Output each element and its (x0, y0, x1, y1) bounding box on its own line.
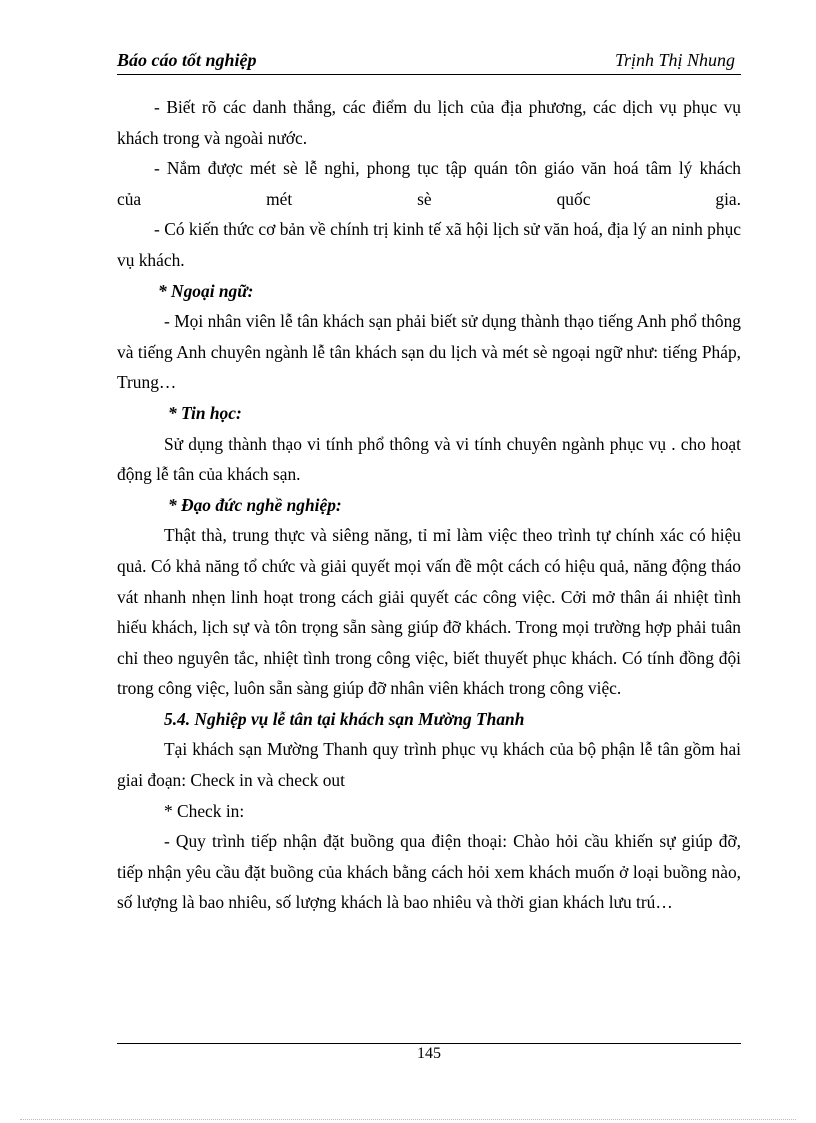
heading-computing: * Tin học: (168, 402, 242, 423)
paragraph-customs-line-1: - Nắm được mét sè lễ nghi, phong tục tập quán tôn giáo văn hoá tâm lý khách (154, 158, 741, 179)
page-header (117, 48, 741, 75)
section-heading-reception: 5.4. Nghiệp vụ lễ tân tại khách sạn Mường Thanh (164, 708, 525, 729)
paragraph-reception-process: Tại khách sạn Mường Thanh quy trình phục vụ khách của bộ phận lễ tân gồm hai giai đoạn: Check in và check out (117, 739, 741, 791)
page-number: 145 (417, 1045, 441, 1062)
footer-divider (117, 1043, 741, 1044)
paragraph-check-in-label: * Check in: (164, 800, 245, 821)
heading-professional-ethics: * Đạo đức nghề nghiệp: (168, 494, 342, 515)
header-report-title: Báo cáo tốt nghiệp (117, 50, 257, 70)
paragraph-customs-line-2: của mét sè quốc gia. (117, 188, 741, 209)
paragraph-foreign-language: - Mọi nhân viên lễ tân khách sạn phải biết sử dụng thành thạo tiếng Anh phổ thông và tiếng Anh chuyên ngành lễ tân khách sạn du lịch và mét sè ngoại ngữ như: tiếng Pháp, Trung… (117, 311, 741, 393)
page-bottom-border (20, 1119, 796, 1120)
document-body (117, 92, 741, 918)
header-author-name: Trịnh Thị Nhung (614, 50, 735, 70)
heading-foreign-language: * Ngoại ngữ: (158, 280, 254, 301)
paragraph-professional-ethics: Thật thà, trung thực và siêng năng, tỉ mỉ làm việc theo trình tự chính xác có hiệu quả. Có khả năng tổ chức và giải quyết mọi vấn đề một cách có hiệu quả, năng động tháo vát nhanh nhẹn linh hoạt trong cách giải quyết các công việc. Cởi mở thân ái nhiệt tình hiếu khách, lịch sự và tôn trọng sẵn sàng giúp đỡ khách. Trong mọi trường hợp phải tuân chỉ theo nguyên tắc, nhiệt tình trong công việc, biết thuyết phục khách. Có tính đồng đội trong công việc, luôn sẵn sàng giúp đỡ nhân viên khách trong công việc. (117, 525, 741, 699)
paragraph-local-knowledge: - Biết rõ các danh thắng, các điểm du lịch của địa phương, các dịch vụ phục vụ khách trong và ngoài nước. (117, 97, 741, 148)
paragraph-phone-booking: - Quy trình tiếp nhận đặt buồng qua điện thoại: Chào hỏi cầu khiến sự giúp đỡ, tiếp nhận yêu cầu đặt buồng của khách bằng cách hỏi xem khách muốn ở loại buồng nào, số lượng là bao nhiêu, số lượng khách là bao nhiêu và thời gian khách lưu trú… (117, 831, 741, 913)
paragraph-basic-knowledge: - Có kiến thức cơ bản về chính trị kinh tế xã hội lịch sử văn hoá, địa lý an ninh phục vụ khách. (117, 219, 741, 270)
paragraph-computing: Sử dụng thành thạo vi tính phổ thông và vi tính chuyên ngành phục vụ . cho hoạt động lễ tân của khách sạn. (117, 433, 741, 485)
